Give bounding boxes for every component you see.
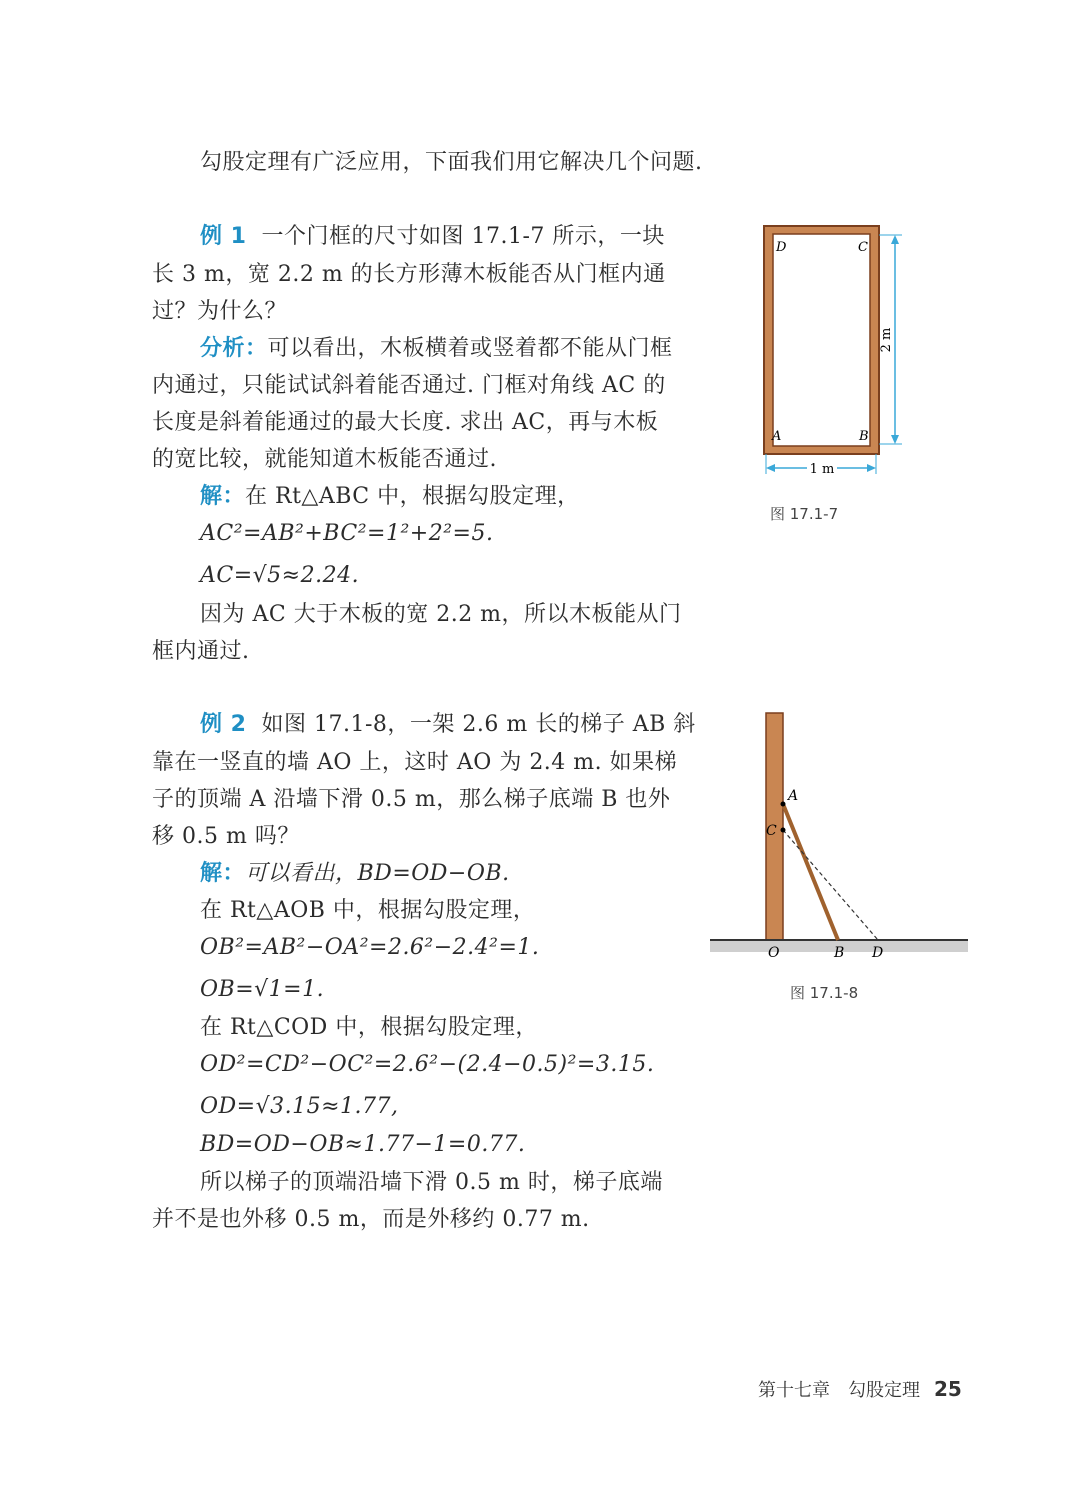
example2-solution-3: OB²=AB²−OA²=2.6²−2.4²=1. <box>200 935 540 960</box>
example1-question-1: 一个门框的尺寸如图 17.1-7 所示，一块 <box>261 224 665 249</box>
example2-question-4: 移 0.5 m 吗？ <box>152 824 300 849</box>
solution-text-1: 在 Rt△ABC 中，根据勾股定理， <box>245 484 580 509</box>
point-D: D <box>872 945 884 961</box>
page-number: 25 <box>934 1377 962 1401</box>
analysis-text-1: 可以看出，木板横着或竖着都不能从门框 <box>267 336 673 361</box>
solution-equation-1: AC²=AB²+BC²=1²+2²=5. <box>200 521 494 546</box>
example1-question-2: 长 3 m，宽 2.2 m 的长方形薄木板能否从门框内通 <box>152 262 666 287</box>
example2-solution-7: OD=√3.15≈1.77, <box>200 1094 399 1119</box>
example2-solution-1: 可以看出，BD=OD−OB. <box>245 861 510 886</box>
point-C: C <box>766 823 777 839</box>
solution-text-5: 框内通过. <box>152 639 250 664</box>
example2-solution-8: BD=OD−OB≈1.77−1=0.77. <box>200 1132 526 1157</box>
intro-text: 勾股定理有广泛应用，下面我们用它解决几个问题. <box>200 150 703 175</box>
vertex-C: C <box>858 240 868 255</box>
example2-solution-label: 解： <box>200 861 246 886</box>
example2-solution-9: 所以梯子的顶端沿墙下滑 0.5 m 时，梯子底端 <box>200 1170 663 1195</box>
analysis-text-3: 长度是斜着能通过的最大长度. 求出 AC，再与木板 <box>152 410 659 435</box>
point-O: O <box>768 945 780 961</box>
analysis-text-4: 的宽比较，就能知道木板能否通过. <box>152 447 497 472</box>
figure1-caption: 图 17.1-7 <box>770 505 839 523</box>
solution-text-4: 因为 AC 大于木板的宽 2.2 m，所以木板能从门 <box>200 602 682 627</box>
example2-solution-4: OB=√1=1. <box>200 977 325 1002</box>
example2-solution-2: 在 Rt△AOB 中，根据勾股定理， <box>200 898 536 923</box>
point-A: A <box>788 788 799 804</box>
door-frame-figure <box>752 218 922 488</box>
solution-label: 解： <box>200 484 246 509</box>
ladder-AB <box>783 804 838 940</box>
vertex-D: D <box>776 240 787 255</box>
analysis-label: 分析： <box>200 336 268 361</box>
solution-equation-2: AC=√5≈2.24. <box>200 563 360 588</box>
example1-solution-line1 <box>200 482 580 512</box>
example1-analysis-line1 <box>200 334 673 364</box>
example2-question-3: 子的顶端 A 沿墙下滑 0.5 m，那么梯子底端 B 也外 <box>152 787 671 812</box>
example2-solution-6: OD²=CD²−OC²=2.6²−(2.4−0.5)²=3.15. <box>200 1052 655 1077</box>
height-label: 2 m <box>879 327 894 353</box>
example2-label: 例 2 <box>200 712 247 737</box>
example1-line1 <box>200 222 665 252</box>
chapter-title: 第十七章 勾股定理 <box>758 1380 920 1401</box>
example1-label: 例 1 <box>200 224 247 249</box>
width-label: 1 m <box>809 462 835 477</box>
example2-question-2: 靠在一竖直的墙 AO 上，这时 AO 为 2.4 m. 如果梯 <box>152 750 678 775</box>
figure2-caption: 图 17.1-8 <box>790 984 859 1002</box>
door-frame-inner <box>773 234 870 446</box>
vertex-A: A <box>772 429 782 444</box>
example1-question-3: 过？为什么？ <box>152 299 288 324</box>
example2-question-1: 如图 17.1-8，一架 2.6 m 长的梯子 AB 斜 <box>261 712 696 737</box>
example2-solution-line1 <box>200 859 510 889</box>
vertex-B: B <box>859 429 869 444</box>
example2-solution-10: 并不是也外移 0.5 m，而是外移约 0.77 m. <box>152 1207 590 1232</box>
analysis-text-2: 内通过，只能试试斜着能否通过. 门框对角线 AC 的 <box>152 373 666 398</box>
point-B: B <box>834 945 845 961</box>
ladder-figure <box>708 708 970 964</box>
example2-solution-5: 在 Rt△COD 中，根据勾股定理， <box>200 1015 538 1040</box>
page-footer <box>758 1376 962 1402</box>
example2-line1 <box>200 710 696 740</box>
